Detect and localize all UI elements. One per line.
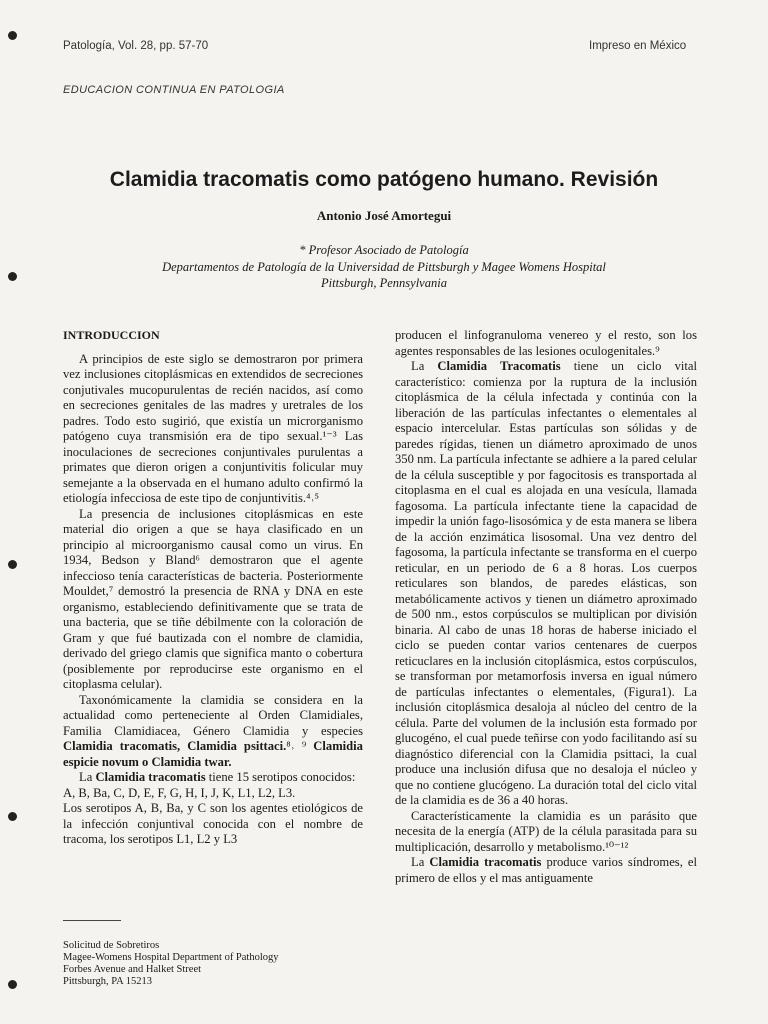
- article-title: Clamidia tracomatis como patógeno humano. Revisión: [109, 168, 659, 191]
- binder-hole-mark: [8, 980, 17, 989]
- serotype-list: A, B, Ba, C, D, E, F, G, H, I, J, K, L1, L2, L3.: [63, 785, 296, 800]
- paragraph: producen el linfogranuloma venereo y el resto, son los agentes responsables de las lesiones oculogenitales.⁹: [395, 328, 697, 358]
- footnote-divider: [63, 920, 121, 921]
- left-column: [63, 328, 363, 848]
- paragraph: La Clamidia tracomatis tiene 15 serotipos conocidos:: [79, 770, 356, 784]
- printed-in: Impreso en México: [589, 40, 687, 52]
- paragraph: Los serotipos A, B, Ba, y C son los agentes etiológicos de la infección conjuntival conocida con el nombre de tracoma, los serotipos L1, L2 y L3: [63, 801, 363, 846]
- author-name: Antonio José Amortegui: [316, 208, 452, 223]
- binder-hole-mark: [8, 31, 17, 40]
- section-label: EDUCACION CONTINUA EN PATOLOGIA: [63, 84, 285, 96]
- binder-hole-mark: [8, 560, 17, 569]
- affiliation-position: * Profesor Asociado de Patología: [299, 243, 469, 257]
- right-column: [395, 328, 697, 886]
- paragraph: Taxonómicamente la clamidia se considera en la actualidad como perteneciente al Orden Clamidiales, Familia Clamidiacea, Género Clamidia y especies Clamidia tracomatis, Clamidia psittaci.⁸˒ ⁹ Clamidia espicie novum o Clamidia twar.: [63, 692, 363, 769]
- journal-citation: Patología, Vol. 28, pp. 57-70: [63, 40, 209, 52]
- paragraph: A principios de este siglo se demostraron por primera vez inclusiones citoplásmicas en extendidos de secreciones conjutivales mucopurulentas de recién nacidos, así como en secreciones genitales de las madres y uretrales de los padres. Todo esto sugirió, que existía un microrganismo patógeno cuya transmisión era de tipo sexual.¹⁻³ Las inoculaciones de secreciones conjuntivales purulentas a primates que dieron origen a conjuntivitis folicular muy semejante a la observada en el humano adulto confirmó la etiología infecciosa de este tipo de conjuntivitis.⁴˒⁵: [63, 351, 363, 505]
- paragraph: La Clamidia Tracomatis tiene un ciclo vital característico: comienza por la ruptura de la inclusión citoplásmica de la célula infectada y continúa con la liberación de las partículas infectantes o elementales al espacio intercelular. Estas partículas son sólidas y de paredes rígidas, tienen un diámetro aproximado de unos 350 nm. La partícula infectante se adhiere a la pared celular de la célula susceptible y por fagocitosis es transportada al citoplasma en el cual es alojada en una vesícula, llamada fagosoma. La partícula infectante tiene la capacidad de impedir la unión fago-lisosómica y de esta manera se libera de la acción enzimática lisosomal. Una vez dentro del fagosoma, la partícula infectante se transforma en el cuerpo reticular, en un periodo de 6 a 8 horas. Los cuerpos reticulares son blandos, de paredes elásticas, son metabólicamente activos y tienen un diámetro aproximado de 500 nm., estos corpúsculos se multiplican por división binaria. Al cabo de unas 18 horas de haberse iniciado el ciclo se pueden contar varios centenares de cuerpos reticuclares en la inclusión citoplásmica, estos corpúsculos, se transforman por metamorfosis inversa en igual número de partículas infectantes o elementales, (Figura1). La inclusión citoplásmica desaloja al núcleo del centro de la célula. Parte del volumen de la inclusión esta formado por glucogéno, el cual puede teñirse con yodo facilitando así su diagnóstico diferencial con la Clamidia psittaci, la cual produce una inclusión difusa que no desaloja el núcleo y que no contiene glucógeno. La duración total del ciclo vital de la clamidia es de 36 a 40 horas.: [395, 359, 697, 807]
- affiliation-city: Pittsburgh, Pennsylvania: [321, 276, 447, 290]
- section-heading: INTRODUCCION: [63, 328, 160, 342]
- reprint-request: Solicitud de Sobretiros Magee-Womens Hospital Department of Pathology Forbes Avenue and Halket Street Pittsburgh, PA 15213: [63, 940, 279, 987]
- paragraph: La Clamidia tracomatis produce varios síndromes, el primero de ellos y el mas antiguamente: [395, 855, 697, 885]
- paragraph: La presencia de inclusiones citoplásmicas en este material dio origen a que se haya clasificado en un principio al microorganismo causal como un virus. En 1934, Bedson y Bland⁶ demostraron que el agente infeccioso tenía características de bacteria. Posteriormente Mouldet,⁷ demostró la presencia de RNA y DNA en este organismo, estableciendo definitivamente que se trata de una bacteria, que se tiñe débilmente con la coloración de Gram y que fué bautizada con el nombre de clamidia, derivado del griego clamis que significa manto o cobertura (posiblemente por reproducirse este organismo en el citoplasma celular).: [63, 506, 363, 691]
- binder-hole-mark: [8, 812, 17, 821]
- affiliation-departments: Departamentos de Patología de la Universidad de Pittsburgh y Magee Womens Hospital: [162, 260, 606, 274]
- paragraph: Característicamente la clamidia es un parásito que necesita de la energía (ATP) de la célula parasitada para su multiplicación, desarrollo y metabolismo.¹⁰⁻¹²: [395, 808, 697, 854]
